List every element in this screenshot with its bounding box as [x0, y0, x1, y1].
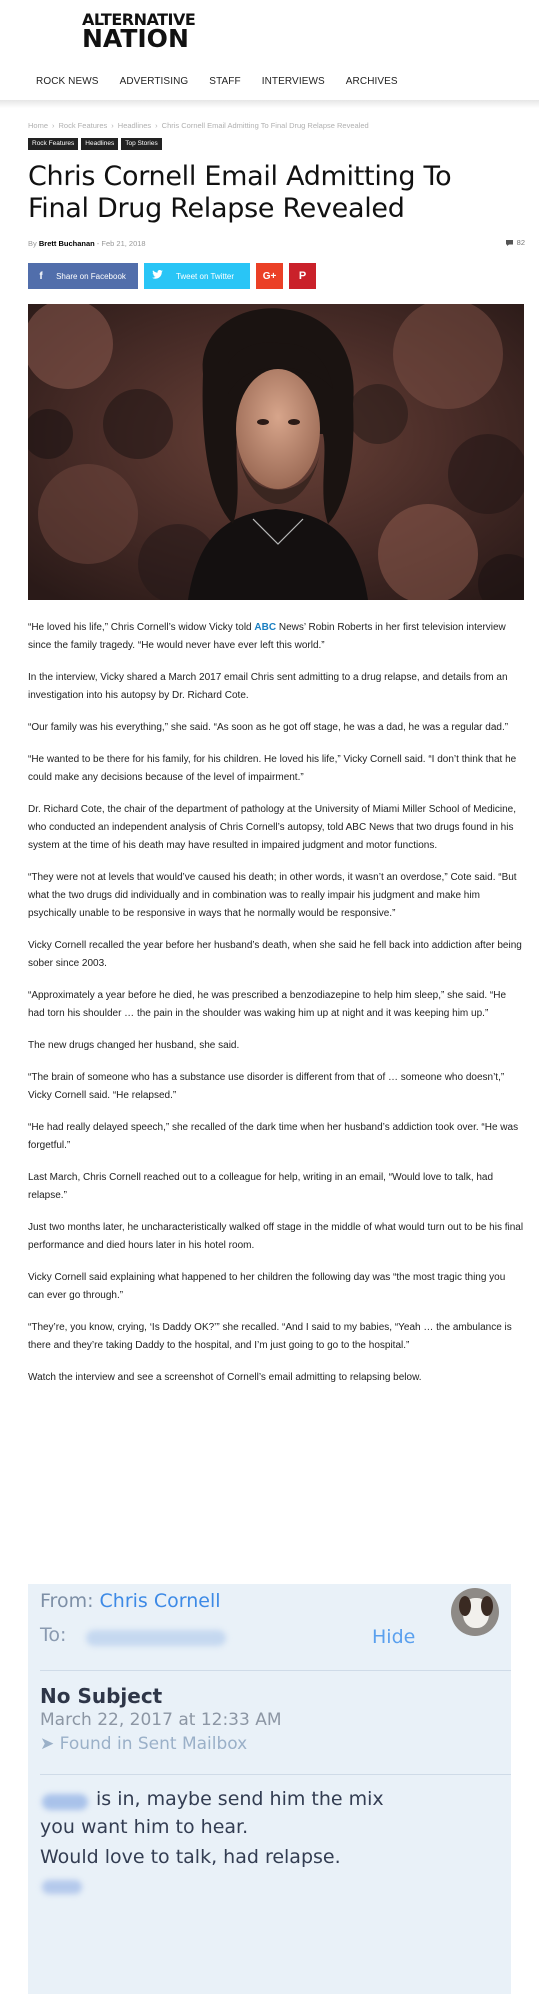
featured-photo: [28, 304, 524, 600]
comment-count[interactable]: [505, 238, 525, 247]
email-subject: No Subject: [40, 1684, 163, 1708]
email-body-line-2: you want him to hear.: [40, 1816, 249, 1838]
site-header: [0, 0, 539, 58]
article-body: [28, 619, 524, 1401]
article-paragraph: “Our family was his everything,” she said. “As soon as he got off stage, he was a dad, he was a regular dad.”: [28, 722, 509, 733]
nav-staff[interactable]: STAFF: [209, 76, 241, 87]
article-paragraph: Vicky Cornell said explaining what happened to her children the following day was “the most tragic thing you can ever go through.”: [28, 1272, 506, 1301]
author-link[interactable]: Brett Buchanan: [38, 239, 95, 248]
article-date: Feb 21, 2018: [101, 239, 146, 248]
email-screenshot-image: [28, 1584, 511, 1994]
share-facebook-button[interactable]: [28, 263, 138, 289]
breadcrumb-home[interactable]: Home: [28, 121, 49, 130]
email-divider: [40, 1670, 511, 1671]
email-date: March 22, 2017 at 12:33 AM: [40, 1710, 282, 1730]
redacted-signature: [42, 1880, 82, 1894]
nav-advertising[interactable]: ADVERTISING: [119, 76, 189, 87]
nav-archives[interactable]: ARCHIVES: [345, 76, 398, 87]
logo-line-1: ALTERNATIVE: [82, 10, 196, 29]
abc-link[interactable]: ABC: [254, 622, 277, 633]
google-plus-icon: G+: [262, 270, 277, 282]
article-paragraph: “They were not at levels that would’ve caused his death; in other words, it wasn’t an overdose,” Cote said. “But what the two drugs did individually and in combination was to really impair his judgment and make him psychically unable to be responsive in ways that he normally would be responsive.”: [28, 872, 517, 919]
twitter-icon: [144, 270, 170, 282]
article-paragraph: “They’re, you know, crying, ‘Is Daddy OK?’” she recalled. “And I said to my babies, “Yeah … the ambulance is there and they’re taking Daddy to the hospital, and I’m just going to go to the hospital.”: [28, 1322, 512, 1351]
article-paragraph: Vicky Cornell recalled the year before her husband’s death, when she said he fell back into addiction after being sober since 2003.: [28, 940, 522, 969]
meta-separator: -: [96, 239, 102, 248]
location-arrow-icon: ➤: [40, 1734, 55, 1754]
article-paragraph: Dr. Richard Cote, the chair of the department of pathology at the University of Miami Miller School of Medicine, who conducted an independent analysis of Chris Cornell’s autopsy, told ABC News that two drugs found in his system at the time of his death may have resulted in impaired judgment and motor functions.: [28, 804, 517, 851]
article-paragraph: Last March, Chris Cornell reached out to a colleague for help, writing in an email, “Would love to talk, had relapse.”: [28, 1172, 494, 1201]
email-folder-row: [40, 1734, 247, 1754]
nav-divider: [0, 100, 539, 108]
p1-before: “He loved his life,” Chris Cornell’s widow Vicky told: [28, 622, 255, 633]
breadcrumb: [28, 121, 369, 130]
email-from-name: Chris Cornell: [99, 1590, 221, 1612]
nav-interviews[interactable]: INTERVIEWS: [261, 76, 325, 87]
breadcrumb-separator: ›: [111, 121, 114, 130]
email-to-label: To:: [40, 1624, 67, 1646]
article-featured-image: [28, 304, 524, 600]
category-tags: [28, 138, 162, 150]
article-meta: [28, 239, 146, 248]
email-from-row: [40, 1590, 221, 1612]
comment-count-value: 82: [516, 238, 525, 247]
tag-rock-features[interactable]: Rock Features: [28, 138, 78, 150]
facebook-icon: f: [39, 270, 43, 282]
comment-icon: [505, 239, 514, 247]
article-paragraph: Watch the interview and see a screenshot of Cornell’s email admitting to relapsing below.: [28, 1372, 422, 1383]
avatar-dog-ear: [481, 1596, 493, 1616]
breadcrumb-rock-features[interactable]: Rock Features: [58, 121, 108, 130]
email-divider: [40, 1774, 511, 1775]
sender-avatar: [451, 1588, 499, 1636]
byline-prefix: By: [28, 239, 37, 248]
redacted-name: [42, 1794, 88, 1810]
tag-headlines[interactable]: Headlines: [81, 138, 118, 150]
email-from-label: From:: [40, 1590, 94, 1612]
share-twitter-label: Tweet on Twitter: [175, 271, 235, 281]
logo-line-2: NATION: [82, 24, 189, 53]
redacted-recipient: [86, 1630, 226, 1646]
article-paragraph: In the interview, Vicky shared a March 2017 email Chris sent admitting to a drug relapse, and details from an investigation into his autopsy by Dr. Richard Cote.: [28, 672, 508, 701]
tag-top-stories[interactable]: Top Stories: [121, 138, 162, 150]
email-body-line-1: is in, maybe send him the mix: [96, 1788, 384, 1810]
share-pinterest-button[interactable]: [289, 263, 316, 289]
article-paragraph: “The brain of someone who has a substance use disorder is different from that of … someone who doesn’t,” Vicky Cornell said. “He relapsed.”: [28, 1072, 505, 1101]
p1-after: News’ Robin Roberts in her first television interview since the family tragedy. “He would never have ever left this world.”: [28, 622, 506, 651]
article-paragraph: “He had really delayed speech,” she recalled of the dark time when her husband’s addiction took over. “He was forgetful.”: [28, 1122, 519, 1151]
pinterest-icon: P: [298, 270, 307, 282]
share-twitter-button[interactable]: [144, 263, 250, 289]
share-google-plus-button[interactable]: [256, 263, 283, 289]
avatar-dog-ear: [459, 1596, 471, 1616]
article-paragraph: The new drugs changed her husband, she said.: [28, 1040, 240, 1051]
breadcrumb-separator: ›: [52, 121, 55, 130]
email-hide-link[interactable]: Hide: [372, 1626, 416, 1648]
site-logo[interactable]: [82, 10, 196, 53]
article-paragraph: “Approximately a year before he died, he was prescribed a benzodiazepine to help him sleep,” she said. “He had torn his shoulder … the pain in the shoulder was waking him up at night and it was keeping him up.”: [28, 990, 507, 1019]
email-body-line-3: Would love to talk, had relapse.: [40, 1846, 341, 1868]
article-paragraph: “He wanted to be there for his family, for his children. He loved his life,” Vicky Cornell said. “I don’t think that he could make any decisions because of the level of impairment.”: [28, 754, 517, 783]
share-facebook-label: Share on Facebook: [56, 271, 126, 281]
breadcrumb-separator: ›: [155, 121, 158, 130]
nav-rock-news[interactable]: ROCK NEWS: [36, 76, 99, 87]
breadcrumb-headlines[interactable]: Headlines: [117, 121, 152, 130]
share-bar: [28, 263, 316, 289]
breadcrumb-current: Chris Cornell Email Admitting To Final Drug Relapse Revealed: [161, 121, 369, 130]
article-paragraph: Just two months later, he uncharacteristically walked off stage in the middle of what would turn out to be his final performance and died hours later in his hotel room.: [28, 1222, 524, 1251]
article-title: Chris Cornell Email Admitting To Final Drug Relapse Revealed: [28, 161, 452, 224]
email-folder: Found in Sent Mailbox: [59, 1734, 248, 1754]
article-paragraph: [28, 619, 524, 655]
main-nav: [36, 76, 419, 87]
